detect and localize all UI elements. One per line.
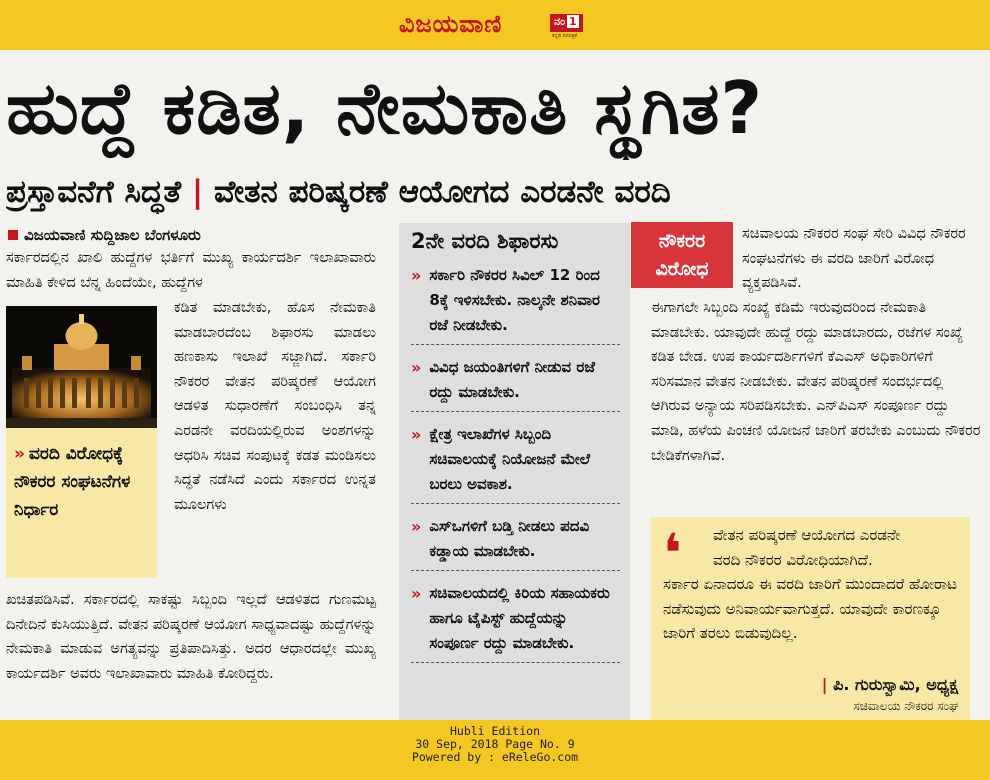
pull-quote-line-2: ವರದಿ ನೌಕರರ ವಿರೋಧಿಯಾಗಿದೆ. xyxy=(713,550,873,569)
recommendation-text: ಎಸ್‌ಒಗಳಿಗೆ ಬಡ್ತಿ ನೀಡಲು ಪದವಿ ಕಡ್ಡಾಯ ಮಾಡಬೇಕು. xyxy=(429,517,590,560)
recommendation-item xyxy=(411,420,620,504)
article-paragraph-main: ಕಡಿತ ಮಾಡಬೇಕು, ಹೊಸ ನೇಮಕಾತಿ ಮಾಡಬಾರದೆಂಬ ಶಿಫಾರಸು ಮಾಡಲು ಹಣಕಾಸು ಇಲಾಖೆ ಸಜ್ಜಾಗಿದೆ. ಸರ್ಕಾರಿ ನೌಕರರ ವೇತನ ಪರಿಷ್ಕರಣೆ ಆಯೋಗ ಆಡಳಿತ ಸುಧಾರಣೆಗೆ ಸಂಬಂಧಿಸಿ ತನ್ನ ಎರಡನೇ ವರದಿಯಲ್ಲಿರುವ ಅಂಶಗಳನ್ನು ಆಧರಿಸಿ ಸಚಿವ ಸಂಪುಟಕ್ಕೆ ಕಡತ ಮಂಡಿಸಲು ಸಿದ್ಧತೆ ನಡೆಸಿದೆ ಎಂದು ಸರ್ಕಾರದ ಉನ್ನತ ಮೂಲಗಳು xyxy=(174,300,376,513)
number-one-badge xyxy=(550,14,583,32)
subhead-left: ಪ್ರಸ್ತಾವನೆಗೆ ಸಿದ್ಧತೆ xyxy=(6,174,182,210)
arrow-icon: » xyxy=(14,444,25,464)
recommendation-item xyxy=(411,512,620,571)
recommendation-item xyxy=(411,579,620,663)
footer-bar xyxy=(0,720,990,780)
opposition-tag xyxy=(631,222,733,288)
panel-title: 2ನೇ ವರದಿ ಶಿಫಾರಸು xyxy=(411,229,559,253)
tag-line-2: ವಿರೋಧ xyxy=(655,258,709,280)
recommendation-text: ಕ್ಷೇತ್ರ ಇಲಾಖೆಗಳ ಸಿಬ್ಬಂದಿ ಸಚಿವಾಲಯಕ್ಕೆ ನಿಯೋಜನೆ ಮೇಲೆ ಬರಲು ಅವಕಾಶ. xyxy=(429,425,591,493)
byline-text: ವಿಜಯವಾಣಿ ಸುದ್ದಿಜಾಲ ಬೆಂಗಳೂರು xyxy=(24,226,201,244)
recommendation-text: ಸಚಿವಾಲಯದಲ್ಲಿ ಕಿರಿಯ ಸಹಾಯಕರು ಹಾಗೂ ಟೈಪಿಸ್ಟ್ ಹುದ್ದೆಯನ್ನು ಸಂಪೂರ್ಣ ರದ್ದು ಮಾಡಬೇಕು. xyxy=(429,584,610,652)
byline-square-icon xyxy=(8,230,18,240)
badge-text: ನಂ xyxy=(554,15,565,28)
building-illustration xyxy=(6,306,157,428)
side-quote-box xyxy=(6,428,157,578)
pull-quote-line-1: ವೇತನ ಪರಿಷ್ಕರಣೆ ಆಯೋಗದ ಎರಡನೇ xyxy=(713,526,901,544)
arrow-icon: » xyxy=(411,584,422,603)
headline: ಹುದ್ದೆ ಕಡಿತ, ನೇಮಕಾತಿ ಸ್ಥಗಿತ? xyxy=(6,66,764,150)
opposition-body: ಈಗಾಗಲೇ ಸಿಬ್ಬಂದಿ ಸಂಖ್ಯೆ ಕಡಿಮೆ ಇರುವುದರಿಂದ ನೇಮಕಾತಿ ಮಾಡಬೇಕು. ಯಾವುದೇ ಹುದ್ದೆ ರದ್ದು ಮಾಡಬಾರದು, ರಜೆಗಳ ಸಂಖ್ಯೆ ಕಡಿತ ಬೇಡ. ಉಪ ಕಾರ್ಯದರ್ಶಿಗಳಿಗೆ ಕೆಎಎಸ್ ಅಧಿಕಾರಿಗಳಿಗೆ ಸರಿಸಮಾನ ವೇತನ ನೀಡಬೇಕು. ವೇತನ ಪರಿಷ್ಕರಣೆ ಸಂದರ್ಭದಲ್ಲಿ ಆಗಿರುವ ಅನ್ಯಾಯ ಸರಿಪಡಿಸಬೇಕು. ಎನ್‌ಪಿಎಸ್ ಸಂಪೂರ್ಣ ರದ್ದು ಮಾಡಿ, ಹಳೆಯ ಪಿಂಚಣಿ ಯೋಜನೆ ಜಾರಿಗೆ ತರಬೇಕು ಎಂಬುದು ನೌಕರರ ಬೇಡಿಕೆಗಳಾಗಿವೆ. xyxy=(651,300,981,464)
arrow-icon: » xyxy=(411,358,422,377)
powered-by-link[interactable]: Powered by : eReleGo.com xyxy=(411,750,579,764)
article-paragraph-intro: ಸರ್ಕಾರದಲ್ಲಿನ ಖಾಲಿ ಹುದ್ದೆಗಳ ಭರ್ತಿಗೆ ಮುಖ್ಯ ಕಾರ್ಯದರ್ಶಿ ಇಲಾಖಾವಾರು ಮಾಹಿತಿ ಕೇಳಿದ ಬೆನ್ನ ಹಿಂದೆಯೇ, ಹುದ್ದೆಗಳ xyxy=(6,250,376,291)
edition-label: Hubli Edition xyxy=(449,724,540,738)
article-paragraph-end: ಖಚಿತಪಡಿಸಿವೆ. ಸರ್ಕಾರದಲ್ಲಿ ಸಾಕಷ್ಟು ಸಿಬ್ಬಂದಿ ಇಲ್ಲದೆ ಆಡಳಿತದ ಗುಣಮಟ್ಟ ದಿನೇದಿನೆ ಕುಸಿಯುತ್ತಿದೆ. ವೇತನ ಪರಿಷ್ಕರಣೆ ಆಯೋಗ ಸಾಧ್ಯವಾದಷ್ಟು ಹುದ್ದೆಗಳನ್ನು ನೇಮಕಾತಿ ಮಾಡುವ ಅಗತ್ಯವನ್ನು ಪ್ರತಿಪಾದಿಸಿತ್ತು. ಅದರ ಆಧಾರದಲ್ಲೇ ಮುಖ್ಯ ಕಾರ್ಯದರ್ಶಿ ಅವರು ಇಲಾಖಾವಾರು ಮಾಹಿತಿ ಕೋರಿದ್ದರು. xyxy=(6,592,376,682)
quote-author xyxy=(822,675,958,695)
recommendation-text: ವಿವಿಧ ಜಯಂತಿಗಳಿಗೆ ನೀಡುವ ರಜೆ ರದ್ದು ಮಾಡಬೇಕು. xyxy=(429,358,596,401)
recommendation-text: ಸರ್ಕಾರಿ ನೌಕರರ ಸಿವಿಲ್ 12 ರಿಂದ 8ಕ್ಕೆ ಇಳಿಸಬೇಕು. ನಾಲ್ಕನೇ ಶನಿವಾರ ರಜೆ ನೀಡಬೇಕು. xyxy=(429,266,600,334)
quote-mark-icon: ❛ xyxy=(663,522,682,585)
recommendations-panel xyxy=(399,223,630,720)
subhead-separator: | xyxy=(191,174,204,210)
newspaper-logo[interactable]: ವಿಜಯವಾಣಿ xyxy=(399,10,503,38)
date-page-label: 30 Sep, 2018 Page No. 9 xyxy=(415,737,575,751)
recommendation-item xyxy=(411,261,620,345)
tag-line-1: ನೌಕರರ xyxy=(658,230,706,252)
arrow-icon: » xyxy=(411,266,422,285)
vidhana-soudha-photo xyxy=(6,306,157,428)
recommendation-item xyxy=(411,353,620,412)
arrow-icon: » xyxy=(411,517,422,536)
side-quote-text: ವರದಿ ವಿರೋಧಕ್ಕೆ ನೌಕರರ ಸಂಘಟನೆಗಳ ನಿರ್ಧಾರ xyxy=(14,444,131,520)
opposition-intro: ಸಚಿವಾಲಯ ನೌಕರರ ಸಂಘ ಸೇರಿ ವಿವಿಧ ನೌಕರರ ಸಂಘಟನೆಗಳು ಈ ವರದಿ ಜಾರಿಗೆ ವಿರೋಧ ವ್ಯಕ್ತಪಡಿಸಿವೆ. xyxy=(742,226,966,292)
badge-number: 1 xyxy=(569,15,577,28)
arrow-icon: » xyxy=(411,425,422,444)
pull-quote-text xyxy=(663,523,960,646)
author-name: ಪಿ. ಗುರುಸ್ವಾಮಿ, ಅಧ್ಯಕ್ಷ xyxy=(833,675,958,694)
author-bar: | xyxy=(821,675,828,694)
subheadline xyxy=(6,170,984,214)
quote-author-role: ಸಚಿವಾಲಯ ನೌಕರರ ಸಂಘ xyxy=(853,699,958,713)
byline xyxy=(8,226,201,244)
pull-quote-rest: ಸರ್ಕಾರ ಏನಾದರೂ ಈ ವರದಿ ಜಾರಿಗೆ ಮುಂದಾದರೆ ಹೋರಾಟ ನಡೆಸುವುದು ಅನಿವಾರ್ಯವಾಗುತ್ತದೆ. ಯಾವುದೇ ಕಾರಣಕ್ಕೂ ಜಾರಿಗೆ ತರಲು ಬಿಡುವುದಿಲ್ಲ. xyxy=(663,575,957,643)
subhead-right: ವೇತನ ಪರಿಷ್ಕರಣೆ ಆಯೋಗದ ಎರಡನೇ ವರದಿ xyxy=(214,174,671,210)
badge-subtitle: ಕನ್ನಡ ದಿನಪತ್ರಿಕೆ xyxy=(552,33,578,39)
pull-quote-box xyxy=(651,517,970,720)
